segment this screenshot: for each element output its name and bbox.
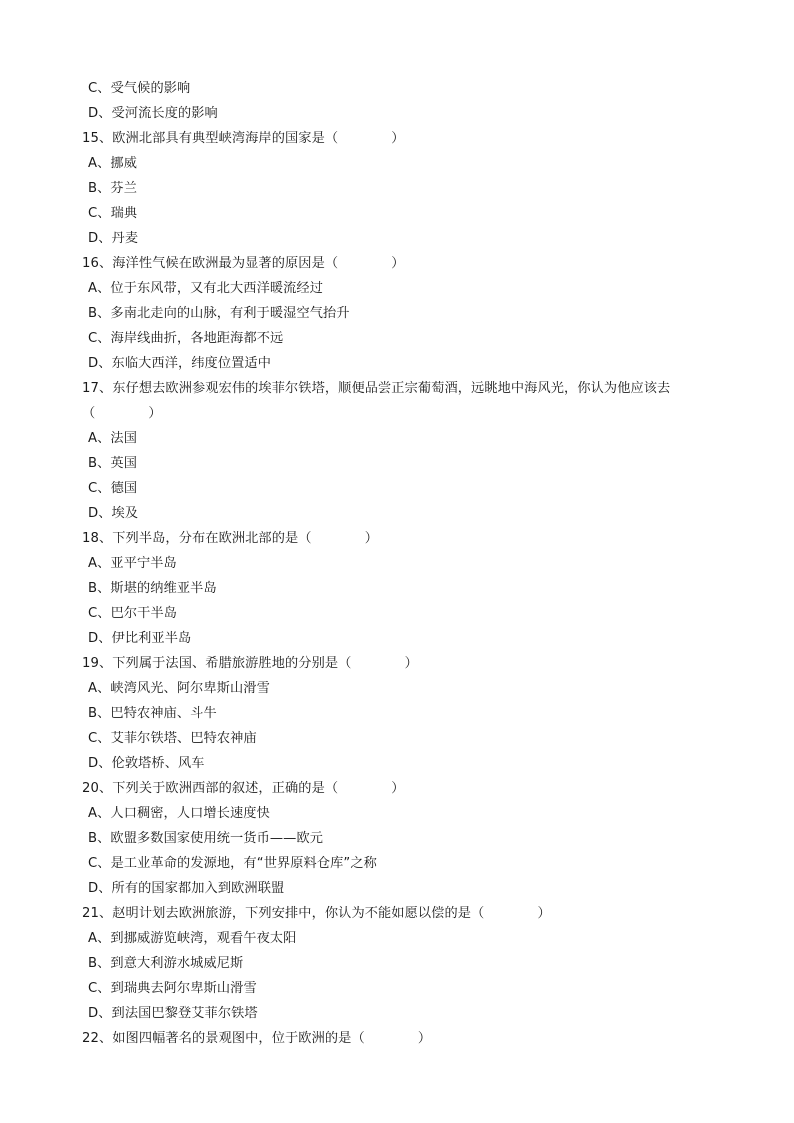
- question-19: 19、下列属于法国、希腊旅游胜地的分别是（ ）: [82, 656, 418, 671]
- question-17: 17、东仔想去欧洲参观宏伟的埃菲尔铁塔，顺便品尝正宗葡萄酒，远眺地中海风光，你认为他应该去: [82, 381, 671, 396]
- option-d: D、伊比利亚半岛: [88, 631, 192, 646]
- option-a: A、位于东风带，又有北大西洋暖流经过: [88, 281, 324, 296]
- option-b: B、多南北走向的山脉，有利于暖湿空气抬升: [88, 306, 350, 321]
- option-d: D、所有的国家都加入到欧洲联盟: [88, 881, 285, 896]
- option-c: C、艾菲尔铁塔、巴特农神庙: [88, 731, 257, 746]
- option-d: D、伦敦塔桥、风车: [88, 756, 205, 771]
- question-18: 18、下列半岛，分布在欧洲北部的是（ ）: [82, 531, 379, 546]
- option-b: B、巴特农神庙、斗牛: [88, 706, 217, 721]
- option-b: B、到意大利游水城威尼斯: [88, 956, 244, 971]
- option-c: C、德国: [88, 481, 138, 496]
- option-d: D、到法国巴黎登艾菲尔铁塔: [88, 1006, 258, 1021]
- option-b: B、芬兰: [88, 181, 138, 196]
- option-c: C、到瑞典去阿尔卑斯山滑雪: [88, 981, 257, 996]
- question-17-continuation: （ ）: [82, 406, 162, 421]
- option-c: C、海岸线曲折，各地距海都不远: [88, 331, 284, 346]
- option-b: B、英国: [88, 456, 138, 471]
- option-c: C、受气候的影响: [88, 81, 191, 96]
- option-c: C、巴尔干半岛: [88, 606, 178, 621]
- question-16: 16、海洋性气候在欧洲最为显著的原因是（ ）: [82, 256, 405, 271]
- option-d: D、受河流长度的影响: [88, 106, 218, 121]
- option-a: A、人口稠密，人口增长速度快: [88, 806, 270, 821]
- option-a: A、挪威: [88, 156, 137, 171]
- document-page: [0, 76, 794, 1051]
- question-21: 21、赵明计划去欧洲旅游，下列安排中，你认为不能如愿以偿的是（ ）: [82, 906, 551, 921]
- option-a: A、到挪威游览峡湾，观看午夜太阳: [88, 931, 297, 946]
- option-c: C、瑞典: [88, 206, 138, 221]
- question-20: 20、下列关于欧洲西部的叙述，正确的是（ ）: [82, 781, 405, 796]
- option-b: B、斯堪的纳维亚半岛: [88, 581, 217, 596]
- option-a: A、亚平宁半岛: [88, 556, 177, 571]
- option-c: C、是工业革命的发源地，有“世界原料仓库”之称: [88, 856, 377, 871]
- question-22: 22、如图四幅著名的景观图中，位于欧洲的是（ ）: [82, 1031, 432, 1046]
- option-d: D、东临大西洋，纬度位置适中: [88, 356, 271, 371]
- question-15: 15、欧洲北部具有典型峡湾海岸的国家是（ ）: [82, 131, 405, 146]
- option-a: A、法国: [88, 431, 137, 446]
- option-d: D、丹麦: [88, 231, 139, 246]
- option-b: B、欧盟多数国家使用统一货币——欧元: [88, 831, 324, 846]
- option-d: D、埃及: [88, 506, 139, 521]
- option-a: A、峡湾风光、阿尔卑斯山滑雪: [88, 681, 270, 696]
